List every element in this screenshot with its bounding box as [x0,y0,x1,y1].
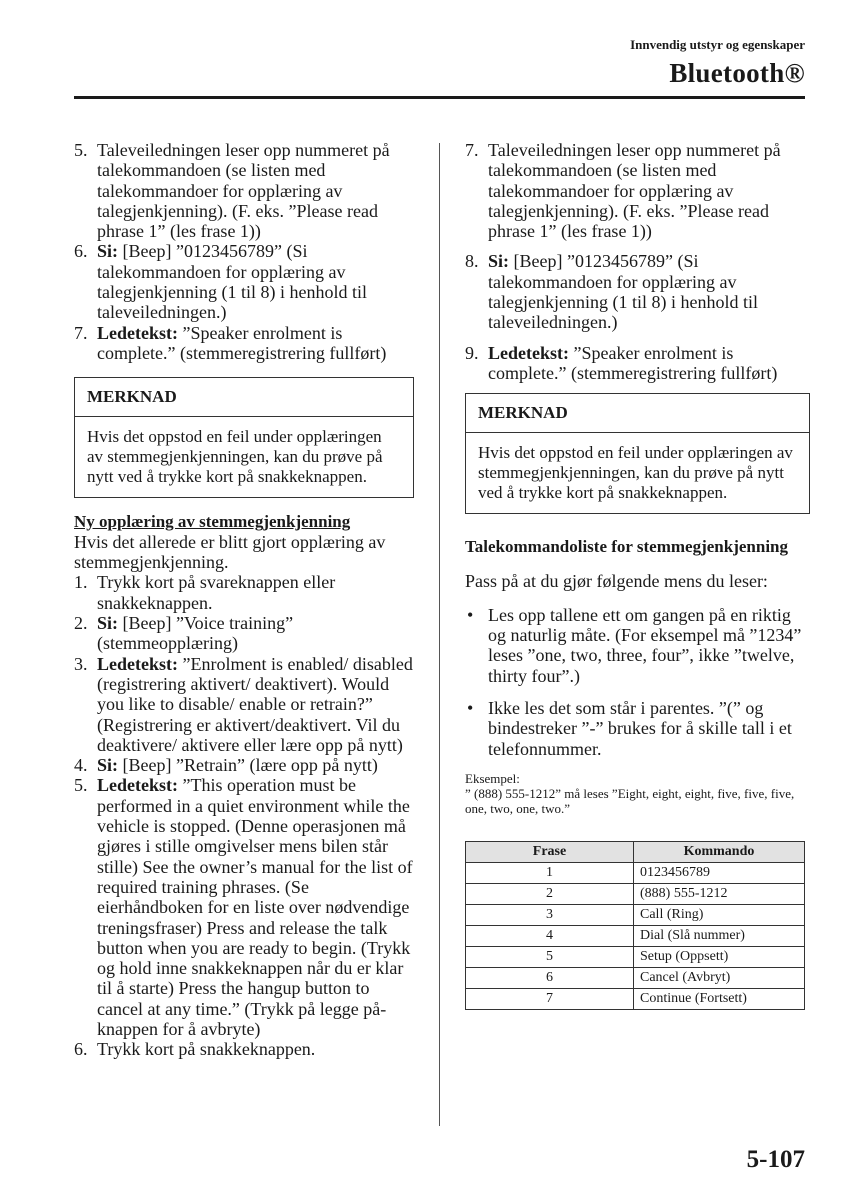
phrase-cell: 2 [466,883,634,904]
step-keyword: Si: [97,755,119,776]
step-number: 7. [465,140,479,160]
step-text [97,1039,414,1059]
table-row [466,988,805,1009]
example-block [465,771,810,816]
column-header-phrase: Frase [466,841,634,862]
example-label: Eksempel: [465,770,520,786]
note-box [74,377,414,497]
step-text [97,654,414,755]
bullet-text: Ikke les det som står i parentes. ”(” og bindestreker ”-” brukes for å skille tall i et telefonnummer. [488,698,792,759]
command-cell: Setup (Oppsett) [634,946,805,967]
header-rule [74,96,805,99]
phrase-cell: 4 [466,925,634,946]
step-body: [Beep] ”0123456789” (Si talekommandoen for opplæring av talegjenkjenning (1 til 8) i henhold til taleveiledningen.) [97,241,367,323]
note-body: Hvis det oppstod en feil under opplæringen av stemmegjenkjenningen, kan du prøve på nytt ved å trykke kort på snakkeknappen. [478,442,793,502]
left-column [74,140,414,1060]
note-heading: MERKNAD [466,394,809,432]
column-divider [439,143,440,1126]
right-column [465,140,810,1010]
page-title: Bluetooth® [669,58,805,88]
step-item [465,251,810,332]
note-box [465,393,810,513]
chapter-label: Innvendig utstyr og egenskaper [630,37,805,52]
section-title-retrain: Ny opplæring av stemmegjenkjenning [74,511,351,531]
command-table [465,841,805,1010]
table-row [466,904,805,925]
step-number: 3. [74,653,88,674]
phrase-cell: 7 [466,988,634,1009]
table-row [466,967,805,988]
command-cell: Continue (Fortsett) [634,988,805,1009]
section-intro: Hvis det allerede er blitt gjort opplæring av stemmegjenkjenning. [74,531,386,573]
step-keyword: Ledetekst: [488,342,569,363]
step-body: [Beep] ”Voice training” (stemmeopplæring) [97,613,294,654]
bullet-icon: • [467,604,474,625]
table-header-row [466,841,805,862]
step-keyword: Si: [488,251,510,272]
step-number: 1. [74,572,88,593]
step-text [488,343,810,384]
phrase-cell: 1 [466,862,634,883]
command-cell: Cancel (Avbryt) [634,967,805,988]
step-text [488,251,810,332]
bullet-item [465,605,810,686]
step-number: 6. [74,1039,88,1060]
step-body: ”Speaker enrolment is complete.” (stemmeregistrering fullført) [488,342,778,383]
bullet-list [465,605,810,759]
phrase-cell: 5 [466,946,634,967]
step-keyword: Ledetekst: [97,653,178,674]
steps-list-continued [74,140,414,363]
step-number: 9. [465,342,479,363]
step-text [97,572,414,613]
steps-list-continued-right [465,140,810,383]
step-item [74,241,414,322]
command-cell: Call (Ring) [634,904,805,925]
step-body: [Beep] ”0123456789” (Si talekommandoen for opplæring av talegjenkjenning (1 til 8) i henhold til taleveiledningen.) [488,251,758,333]
table-row [466,862,805,883]
command-cell: Dial (Slå nummer) [634,925,805,946]
bullet-icon: • [467,698,474,719]
step-body: Taleveiledningen leser opp nummeret på talekommandoen (se listen med talekommandoer for opplæring av talegjenkjenning). (F. eks. ”Please read phrase 1” (les frase 1)) [488,140,781,242]
step-item [74,572,414,613]
step-item [74,755,414,775]
steps-list-retrain [74,572,414,1059]
step-text [97,241,414,322]
step-number: 7. [74,322,88,343]
step-text [488,140,810,241]
step-keyword: Ledetekst: [97,775,178,796]
step-keyword: Si: [97,613,119,634]
step-text [97,140,414,241]
step-body: [Beep] ”Retrain” (lære opp på nytt) [118,755,378,776]
phrase-cell: 6 [466,967,634,988]
step-body: Taleveiledningen leser opp nummeret på talekommandoen (se listen med talekommandoer for opplæring av talegjenkjenning). (F. eks. ”Please read phrase 1” (les frase 1)) [97,140,390,242]
bullet-text: Les opp tallene ett om gangen på en riktig og naturlig måte. (For eksempel må ”1234” leses ”one, two, three, four”, ikke ”twelve, thirty four”.) [488,604,802,686]
page-number: 5-107 [746,1146,805,1173]
table-row [466,883,805,904]
step-text [97,613,414,654]
step-item [74,1039,414,1059]
step-number: 2. [74,613,88,634]
command-cell: (888) 555-1212 [634,883,805,904]
step-item [74,775,414,1039]
step-keyword: Si: [97,241,119,262]
step-body: ”Speaker enrolment is complete.” (stemmeregistrering fullført) [97,322,387,363]
command-list-title: Talekommandoliste for stemmegjenkjenning [465,536,788,556]
bullet-item [465,698,810,759]
phrase-cell: 3 [466,904,634,925]
step-number: 8. [465,251,479,272]
step-item [74,140,414,241]
step-number: 5. [74,775,88,796]
step-body: ”Enrolment is enabled/ disabled (registrering aktivert/ deaktivert). Would you like to disable/ enable or retrain?” (Registrering er aktivert/deaktivert. Vil du deaktivere/ aktivere eller lære opp på nytt) [97,653,413,755]
step-text [97,755,414,775]
step-number: 4. [74,755,88,776]
command-cell: 0123456789 [634,862,805,883]
step-number: 6. [74,241,88,262]
note-body: Hvis det oppstod en feil under opplæringen av stemmegjenkjenningen, kan du prøve på nytt ved å trykke kort på snakkeknappen. [87,426,383,486]
step-item [74,613,414,654]
table-row [466,925,805,946]
step-text [97,775,414,1039]
step-item [465,140,810,241]
step-text [97,323,414,364]
example-text: ” (888) 555-1212” må leses ”Eight, eight, eight, five, five, five, one, two, one, two.” [465,785,795,816]
column-header-command: Kommando [634,841,805,862]
note-heading: MERKNAD [75,378,413,416]
step-item [74,654,414,755]
reading-instruction: Pass på at du gjør følgende mens du leser: [465,570,768,591]
step-item [74,323,414,364]
table-row [466,946,805,967]
step-body: Trykk kort på svareknappen eller snakkeknappen. [97,572,336,613]
step-item [465,343,810,384]
step-keyword: Ledetekst: [97,322,178,343]
step-body: Trykk kort på snakkeknappen. [97,1039,316,1060]
step-body: ”This operation must be performed in a quiet environment while the vehicle is stopped. (Denne operasjonen må gjøres i stille omgivelser mens bilen står stille) See the owner’s manual for the list of required training phrases. (Se eierhåndboken for en liste over nødvendige treningsfraser) Press and release the talk button when you are ready to begin. (Trykk og hold inne snakkeknappen når du er klar til å starte) Press the hangup button to cancel at any time.” (Trykk på legge på-knappen for å avbryte) [97,775,413,1039]
step-number: 5. [74,140,88,160]
